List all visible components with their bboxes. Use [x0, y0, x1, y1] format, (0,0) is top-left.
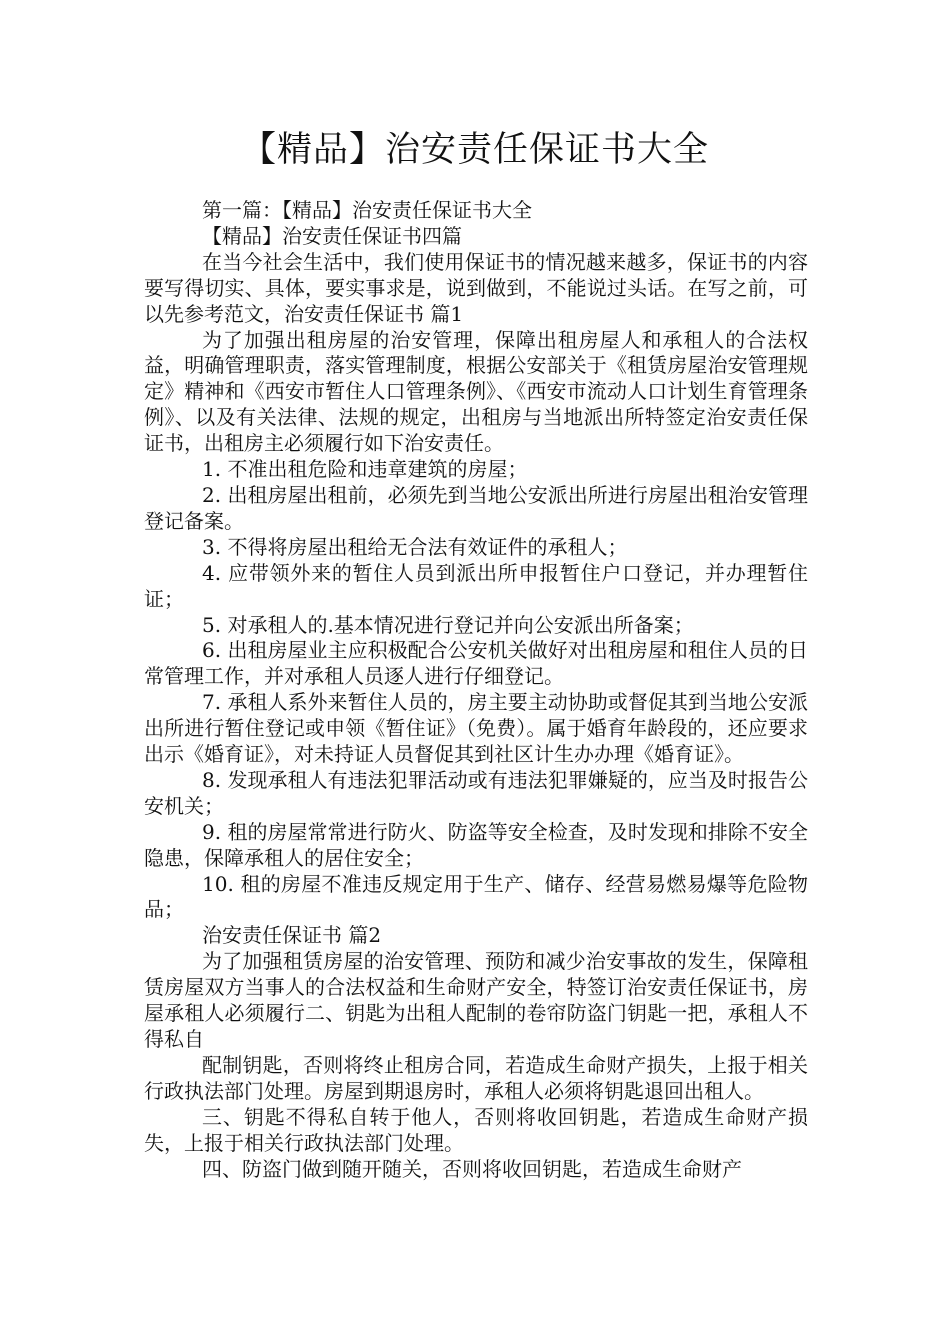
paragraph-item-4: 4. 应带领外来的暂住人员到派出所申报暂住户口登记，并办理暂住证；	[144, 560, 808, 611]
paragraph-intro: 在当今社会生活中，我们使用保证书的情况越来越多，保证书的内容要写得切实、具体，要实事求是，说到做到，不能说过头话。在写之前，可以先参考范文，治安责任保证书 篇1	[144, 249, 808, 326]
paragraph-part2-item-4: 四、防盗门做到随开随关，否则将收回钥匙，若造成生命财产	[202, 1156, 742, 1181]
paragraph-heading-part2: 治安责任保证书 篇2	[202, 923, 382, 948]
document-body	[144, 198, 808, 1182]
paragraph-item-2: 2. 出租房屋出租前，必须先到当地公安派出所进行房屋出租治安管理登记备案。	[144, 482, 808, 533]
paragraph-subtitle: 【精品】治安责任保证书四篇	[202, 223, 462, 248]
paragraph-heading-part1: 第一篇：【精品】治安责任保证书大全	[202, 198, 532, 222]
document-title: 【精品】治安责任保证书大全	[240, 130, 709, 170]
paragraph-item-9: 9. 租的房屋常常进行防火、防盗等安全检查，及时发现和排除不安全隐患，保障承租人的居住安全；	[144, 819, 808, 870]
paragraph-item-6: 6. 出租房屋业主应积极配合公安机关做好对出租房屋和租住人员的日常管理工作，并对承租人员逐人进行仔细登记。	[144, 638, 808, 689]
paragraph-item-10: 10. 租的房屋不准违反规定用于生产、储存、经营易燃易爆等危险物品；	[144, 871, 808, 922]
paragraph-part2-intro: 为了加强租赁房屋的治安管理、预防和减少治安事故的发生，保障租赁房屋双方当事人的合法权益和生命财产安全，特签订治安责任保证书，房屋承租人必须履行二、钥匙为出租人配制的卷帘防盗门钥匙一把，承租人不得私自	[144, 949, 808, 1051]
paragraph-item-8: 8. 发现承租人有违法犯罪活动或有违法犯罪嫌疑的，应当及时报告公安机关；	[144, 767, 808, 818]
paragraph-part2-item-3: 三、钥匙不得私自转于他人，否则将收回钥匙，若造成生命财产损失，上报于相关行政执法部门处理。	[144, 1104, 808, 1155]
paragraph-item-1: 1. 不准出租危险和违章建筑的房屋；	[202, 457, 528, 482]
paragraph-part2-key-copy: 配制钥匙，否则将终止租房合同，若造成生命财产损失，上报于相关行政执法部门处理。房屋到期退房时，承租人必须将钥匙退回出租人。	[144, 1052, 808, 1103]
paragraph-item-5: 5. 对承租人的.基本情况进行登记并向公安派出所备案；	[202, 612, 694, 637]
paragraph-item-7: 7. 承租人系外来暂住人员的，房主要主动协助或督促其到当地公安派出所进行暂住登记或申领《暂住证》（免费）。属于婚育年龄段的，还应要求出示《婚育证》，对未持证人员督促其到社区计生办办理《婚育证》。	[144, 690, 808, 767]
paragraph-purpose: 为了加强出租房屋的治安管理，保障出租房屋人和承租人的合法权益，明确管理职责，落实管理制度，根据公安部关于《租赁房屋治安管理规定》精神和《西安市暂住人口管理条例》、《西安市流动人口计划生育管理条例》、以及有关法律、法规的规定，出租房与当地派出所特签定治安责任保证书，出租房主必须履行如下治安责任。	[144, 327, 808, 456]
paragraph-item-3: 3. 不得将房屋出租给无合法有效证件的承租人；	[202, 534, 628, 559]
